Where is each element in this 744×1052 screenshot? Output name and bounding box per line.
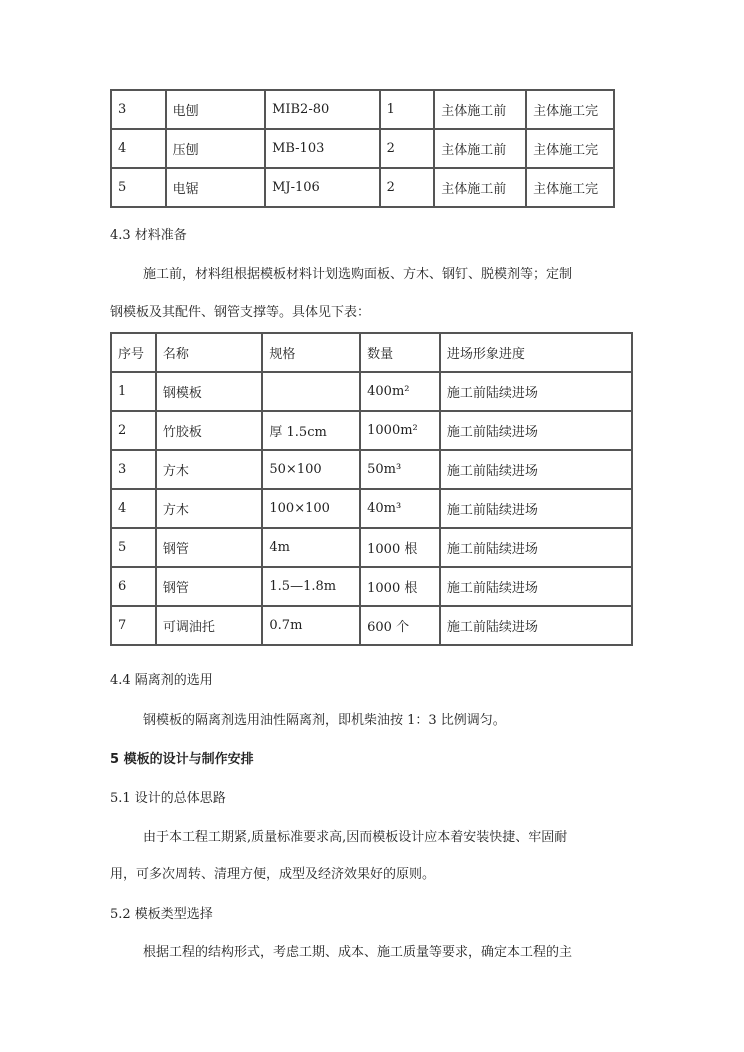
table-cell: 50m³: [360, 450, 440, 489]
table-cell: 50×100: [262, 450, 360, 489]
table-cell: 钢管: [156, 528, 263, 567]
table-cell: 5: [111, 528, 156, 567]
table-cell: 600 个: [360, 606, 440, 645]
table-row: [111, 411, 632, 450]
table-row: [111, 528, 632, 567]
table-row: [111, 489, 632, 528]
table-cell: 施工前陆续进场: [440, 528, 632, 567]
table-cell: MJ-106: [265, 168, 380, 207]
table-cell: 名称: [156, 333, 263, 372]
table-cell: 竹胶板: [156, 411, 263, 450]
table-row: [111, 90, 614, 129]
table-cell: 施工前陆续进场: [440, 606, 632, 645]
table-cell: 钢管: [156, 567, 263, 606]
table-cell: 序号: [111, 333, 156, 372]
table-cell: 压刨: [166, 129, 265, 168]
table-cell: 可调油托: [156, 606, 263, 645]
table-cell: 主体施工完: [526, 90, 614, 129]
table-cell: 1: [380, 90, 435, 129]
table-header-row: [111, 333, 632, 372]
table-cell: 施工前陆续进场: [440, 372, 632, 411]
table-cell: 2: [380, 168, 435, 207]
section-4-4-heading: 4.4 隔离剂的选用: [110, 673, 213, 688]
table-cell: MB-103: [265, 129, 380, 168]
table-cell: 4: [111, 129, 166, 168]
table-cell: 1.5—1.8m: [262, 567, 360, 606]
table-cell: 1000m²: [360, 411, 440, 450]
table-cell: 5: [111, 168, 166, 207]
table-cell: 施工前陆续进场: [440, 489, 632, 528]
table-cell: MIB2-80: [265, 90, 380, 129]
table-cell: 7: [111, 606, 156, 645]
table-cell: 2: [111, 411, 156, 450]
table-cell: 主体施工前: [434, 90, 526, 129]
table-cell: 施工前陆续进场: [440, 411, 632, 450]
table-cell: 钢模板: [156, 372, 263, 411]
table-cell: 1000 根: [360, 528, 440, 567]
table-cell: 主体施工前: [434, 168, 526, 207]
table-cell: 400m²: [360, 372, 440, 411]
section-4-3-heading: 4.3 材料准备: [110, 228, 187, 243]
table-cell: 1: [111, 372, 156, 411]
table-cell: 40m³: [360, 489, 440, 528]
table-cell: 方木: [156, 489, 263, 528]
paragraph: 由于本工程工期紧,质量标准要求高,因而模板设计应本着安装快捷、牢固耐: [143, 830, 568, 845]
material-table: [110, 332, 633, 646]
table-cell: 数量: [360, 333, 440, 372]
section-5-1-heading: 5.1 设计的总体思路: [110, 791, 226, 806]
table-row: [111, 129, 614, 168]
table-cell: [262, 372, 360, 411]
table-cell: 100×100: [262, 489, 360, 528]
table-cell: 主体施工完: [526, 129, 614, 168]
table-cell: 规格: [262, 333, 360, 372]
section-5-2-heading: 5.2 模板类型选择: [110, 907, 213, 922]
table-cell: 0.7m: [262, 606, 360, 645]
table-cell: 主体施工前: [434, 129, 526, 168]
table-cell: 4m: [262, 528, 360, 567]
table-cell: 方木: [156, 450, 263, 489]
paragraph: 钢模板的隔离剂选用油性隔离剂，即机柴油按 1：3 比例调匀。: [143, 713, 506, 728]
table-row: [111, 606, 632, 645]
paragraph: 根据工程的结构形式，考虑工期、成本、施工质量等要求，确定本工程的主: [143, 945, 573, 960]
table-cell: 1000 根: [360, 567, 440, 606]
paragraph: 用，可多次周转、清理方便，成型及经济效果好的原则。: [110, 867, 436, 882]
table-cell: 3: [111, 90, 166, 129]
section-5-heading: 5 模板的设计与制作安排: [110, 752, 254, 767]
table-cell: 施工前陆续进场: [440, 567, 632, 606]
table-cell: 进场形象进度: [440, 333, 632, 372]
table-cell: 电刨: [166, 90, 265, 129]
table-cell: 电锯: [166, 168, 265, 207]
paragraph: 钢模板及其配件、钢管支撑等。具体见下表：: [110, 305, 371, 320]
table-cell: 主体施工完: [526, 168, 614, 207]
table-row: [111, 168, 614, 207]
paragraph: 施工前，材料组根据模板材料计划选购面板、方木、钢钉、脱模剂等；定制: [143, 267, 573, 282]
equipment-table: [110, 89, 615, 208]
table-cell: 施工前陆续进场: [440, 450, 632, 489]
table-row: [111, 450, 632, 489]
table-cell: 2: [380, 129, 435, 168]
table-cell: 4: [111, 489, 156, 528]
table-row: [111, 372, 632, 411]
table-cell: 6: [111, 567, 156, 606]
table-cell: 3: [111, 450, 156, 489]
table-cell: 厚 1.5cm: [262, 411, 360, 450]
table-row: [111, 567, 632, 606]
